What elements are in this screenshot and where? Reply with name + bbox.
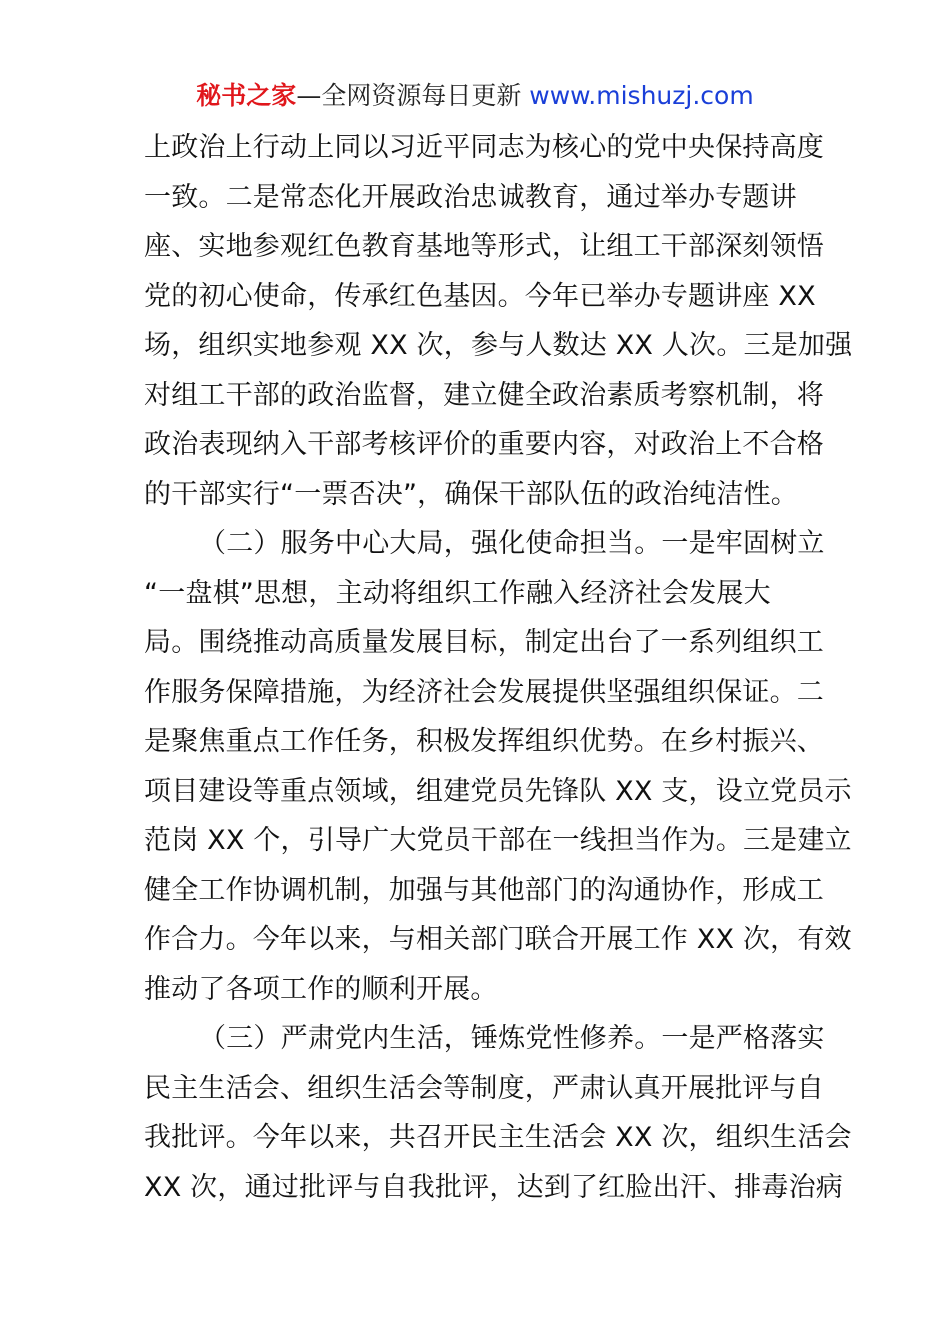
- text-line: 局。围绕推动高质量发展目标，制定出台了一系列组织工: [144, 627, 824, 658]
- text-line: 项目建设等重点领域，组建党员先锋队 XX 支，设立党员示: [144, 775, 852, 807]
- text-line: 推动了各项工作的顺利开展。: [144, 973, 498, 1005]
- text-line: 是聚焦重点工作任务，积极发挥组织优势。在乡村振兴、: [144, 726, 824, 757]
- section-heading-line: （三）严肃党内生活，锤炼党性修养。一是严格落实: [199, 1023, 825, 1054]
- text-line: 范岗 XX 个，引导广大党员干部在一线担当作为。三是建立: [144, 825, 852, 856]
- header-tagline: —全网资源每日更新: [296, 81, 530, 110]
- text-line: 政治表现纳入干部考核评价的重要内容，对政治上不合格: [144, 429, 824, 460]
- text-line: 对组工干部的政治监督，建立健全政治素质考察机制，将: [144, 379, 824, 411]
- site-header: [0, 78, 950, 114]
- text-line: XX 次，通过批评与自我批评，达到了红脸出汗、排毒治病: [144, 1171, 843, 1203]
- document-body: [144, 123, 853, 1212]
- text-line: 作合力。今年以来，与相关部门联合开展工作 XX 次，有效: [144, 924, 852, 955]
- site-url-link[interactable]: www.mishuzj.com: [529, 81, 754, 110]
- text-line: 座、实地参观红色教育基地等形式，让组工干部深刻领悟: [144, 231, 824, 262]
- text-line: 健全工作协调机制，加强与其他部门的沟通协作，形成工: [144, 874, 824, 906]
- text-line: 党的初心使命，传承红色基因。今年已举办专题讲座 XX: [144, 280, 816, 312]
- text-line: 的干部实行“一票否决”，确保干部队伍的政治纯洁性。: [144, 478, 798, 510]
- text-line: “一盘棋”思想，主动将组织工作融入经济社会发展大: [144, 577, 771, 609]
- text-line: 场，组织实地参观 XX 次，参与人数达 XX 人次。三是加强: [144, 330, 853, 361]
- text-line: 上政治上行动上同以习近平同志为核心的党中央保持高度: [144, 132, 824, 163]
- text-line: 民主生活会、组织生活会等制度，严肃认真开展批评与自: [144, 1072, 824, 1104]
- text-line: 我批评。今年以来，共召开民主生活会 XX 次，组织生活会: [144, 1122, 852, 1153]
- brand-name: 秘书之家: [196, 81, 297, 110]
- text-line: 一致。二是常态化开展政治忠诚教育，通过举办专题讲: [144, 181, 797, 213]
- text-line: 作服务保障措施，为经济社会发展提供坚强组织保证。二: [144, 676, 824, 708]
- section-heading-line: （二）服务中心大局，强化使命担当。一是牢固树立: [199, 528, 825, 559]
